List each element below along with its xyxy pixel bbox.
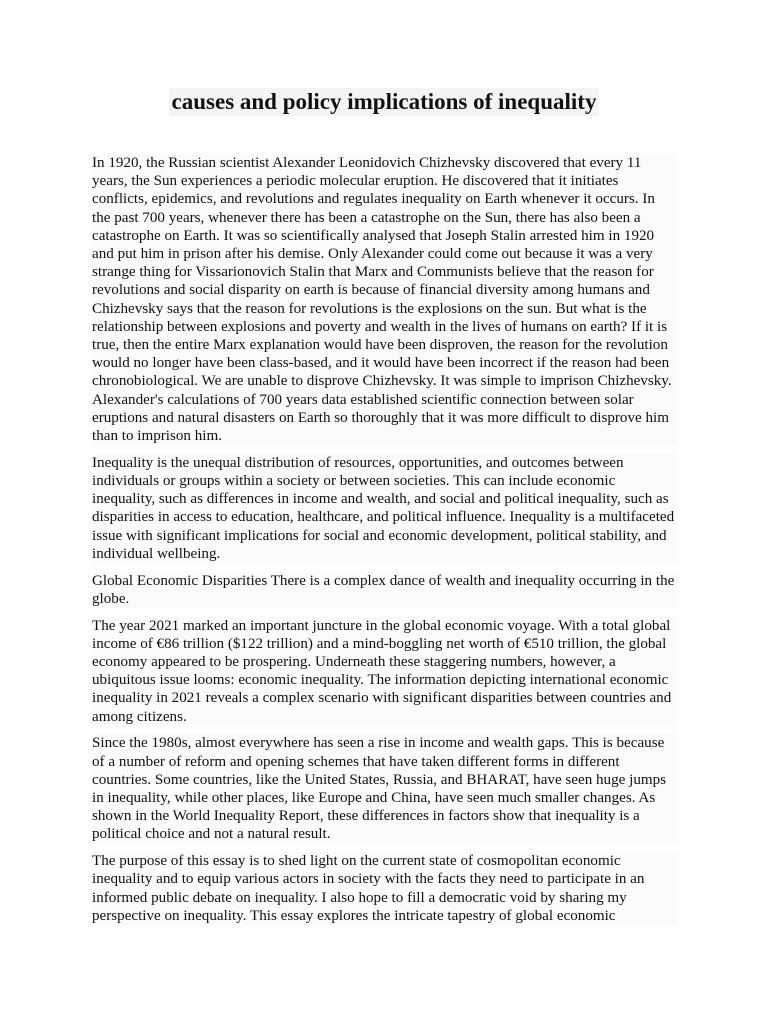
- paragraph-inequality-definition: Inequality is the unequal distribution of resources, opportunities, and outcomes between individuals or groups within a society or between societies. This can include economic inequality, such as differences in income and wealth, and social and political inequality, such as disparities in access to education, healthcare, and political influence. Inequality is a multifaceted issue with significant implications for social and economic development, political stability, and individual wellbeing.: [92, 454, 677, 563]
- paragraph-year-2021: The year 2021 marked an important juncture in the global economic voyage. With a total global income of €86 trillion ($122 trillion) and a mind-boggling net worth of €510 trillion, the global economy appeared to be prospering. Underneath these staggering numbers, however, a ubiquitous issue looms: economic inequality. The information depicting international economic inequality in 2021 reveals a complex scenario with significant disparities between countries and among citizens.: [92, 617, 677, 726]
- document-title: causes and policy implications of inequality: [169, 88, 600, 116]
- paragraph-chizhevsky: In 1920, the Russian scientist Alexander Leonidovich Chizhevsky discovered that every 11 years, the Sun experiences a periodic molecular eruption. He discovered that it initiates conflicts, epidemics, and revolutions and regulates inequality on Earth whenever it occurs. In the past 700 years, whenever there has been a catastrophe on the Sun, there has also been a catastrophe on Earth. It was so scientifically analysed that Joseph Stalin arrested him in 1920 and put him in prison after his demise. Only Alexander could come out because it was a very strange thing for Vissarionovich Stalin that Marx and Communists believe that the reason for revolutions and social disparity on earth is because of financial diversity among humans and Chizhevsky says that the reason for revolutions is the explosions on the sun. But what is the relationship between explosions and poverty and wealth in the lives of humans on earth? If it is true, then the entire Marx explanation would have been disproven, the reason for the revolution would no longer have been class-based, and it would have been incorrect if the reason had been chronobiological. We are unable to disprove Chizhevsky. It was simple to imprison Chizhevsky. Alexander's calculations of 700 years data established scientific connection between solar eruptions and natural disasters on Earth so thoroughly that it was more difficult to disprove him than to imprison him.: [92, 154, 677, 445]
- title-container: [0, 88, 768, 116]
- document-body: [92, 154, 677, 934]
- paragraph-global-disparities: Global Economic Disparities There is a complex dance of wealth and inequality occurring in the globe.: [92, 572, 677, 608]
- paragraph-since-1980s: Since the 1980s, almost everywhere has seen a rise in income and wealth gaps. This is because of a number of reform and opening schemes that have taken different forms in different countries. Some countries, like the United States, Russia, and BHARAT, have seen huge jumps in inequality, while other places, like Europe and China, have seen much smaller changes. As shown in the World Inequality Report, these differences in factors show that inequality is a political choice and not a natural result.: [92, 734, 677, 843]
- paragraph-essay-purpose: The purpose of this essay is to shed light on the current state of cosmopolitan economic inequality and to equip various actors in society with the facts they need to participate in an informed public debate on inequality. I also hope to fill a democratic void by sharing my perspective on inequality. This essay explores the intricate tapestry of global economic: [92, 852, 677, 925]
